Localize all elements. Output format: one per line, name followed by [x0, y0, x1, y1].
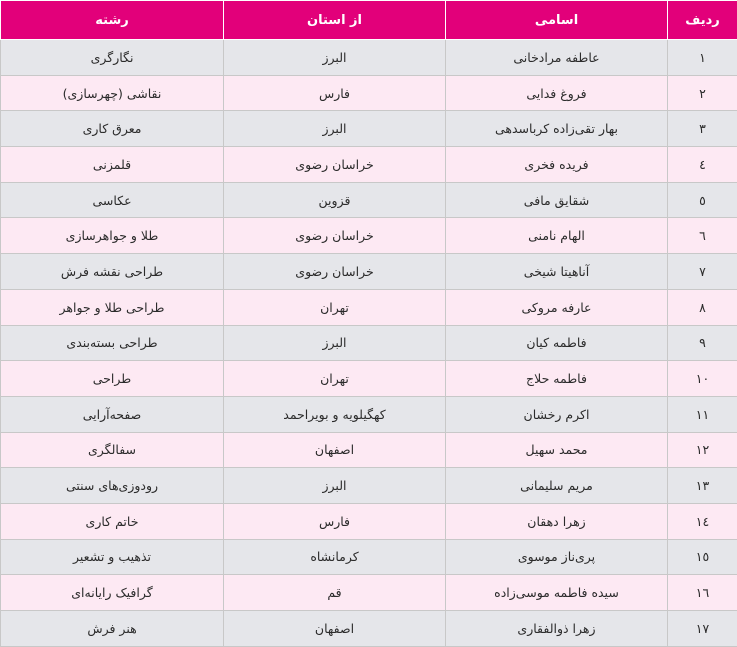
- cell-field: هنر فرش: [1, 611, 224, 647]
- cell-field: تذهیب و تشعیر: [1, 539, 224, 575]
- cell-row-number: ۱۷: [668, 611, 737, 647]
- table-row: [1, 40, 737, 76]
- cell-field: معرق کاری: [1, 111, 224, 147]
- cell-row-number: ۱۲: [668, 432, 737, 468]
- cell-name: فاطمه کیان: [446, 325, 668, 361]
- cell-field: رودوزی‌های سنتی: [1, 468, 224, 504]
- cell-name: الهام نامنی: [446, 218, 668, 254]
- cell-field: نگارگری: [1, 40, 224, 76]
- cell-province: البرز: [224, 325, 446, 361]
- cell-field: طراحی نقشه فرش: [1, 254, 224, 290]
- table-row: [1, 539, 737, 575]
- table-row: [1, 147, 737, 183]
- cell-field: طلا و جواهرسازی: [1, 218, 224, 254]
- cell-field: گرافیک رایانه‌ای: [1, 575, 224, 611]
- cell-name: زهرا دهقان: [446, 503, 668, 539]
- cell-province: کهگیلویه و بویراحمد: [224, 396, 446, 432]
- cell-field: طراحی طلا و جواهر: [1, 289, 224, 325]
- cell-province: اصفهان: [224, 611, 446, 647]
- cell-province: کرمانشاه: [224, 539, 446, 575]
- cell-row-number: ۱٥: [668, 539, 737, 575]
- cell-province: خراسان رضوی: [224, 147, 446, 183]
- table-row: [1, 182, 737, 218]
- cell-province: البرز: [224, 468, 446, 504]
- cell-province: قزوین: [224, 182, 446, 218]
- cell-row-number: ۱۰: [668, 361, 737, 397]
- cell-field: قلمزنی: [1, 147, 224, 183]
- header-row-number: ردیف: [668, 1, 737, 40]
- table-row: [1, 325, 737, 361]
- header-province: از استان: [224, 1, 446, 40]
- cell-row-number: ۳: [668, 111, 737, 147]
- cell-province: خراسان رضوی: [224, 218, 446, 254]
- table-row: [1, 432, 737, 468]
- table-row: [1, 361, 737, 397]
- cell-field: طراحی بسته‌بندی: [1, 325, 224, 361]
- cell-name: فروغ فدایی: [446, 75, 668, 111]
- header-name: اسامی: [446, 1, 668, 40]
- cell-province: فارس: [224, 75, 446, 111]
- cell-name: عارفه مروکی: [446, 289, 668, 325]
- cell-row-number: ۱٤: [668, 503, 737, 539]
- cell-row-number: ۱۱: [668, 396, 737, 432]
- cell-province: اصفهان: [224, 432, 446, 468]
- cell-name: فاطمه حلاج: [446, 361, 668, 397]
- cell-name: فریده فخری: [446, 147, 668, 183]
- cell-province: البرز: [224, 40, 446, 76]
- cell-province: فارس: [224, 503, 446, 539]
- cell-field: نقاشی (چهرسازی): [1, 75, 224, 111]
- cell-field: خاتم کاری: [1, 503, 224, 539]
- cell-row-number: ۲: [668, 75, 737, 111]
- table-row: [1, 254, 737, 290]
- cell-name: مریم سلیمانی: [446, 468, 668, 504]
- table-row: [1, 75, 737, 111]
- table-row: [1, 396, 737, 432]
- cell-row-number: ۷: [668, 254, 737, 290]
- cell-field: طراحی: [1, 361, 224, 397]
- cell-province: البرز: [224, 111, 446, 147]
- cell-name: بهار تقی‌زاده کرباسدهی: [446, 111, 668, 147]
- table-row: [1, 503, 737, 539]
- cell-row-number: ۹: [668, 325, 737, 361]
- cell-row-number: ٦: [668, 218, 737, 254]
- cell-province: خراسان رضوی: [224, 254, 446, 290]
- cell-name: عاطفه مرادخانی: [446, 40, 668, 76]
- cell-field: عکاسی: [1, 182, 224, 218]
- table-header-row: [1, 1, 737, 40]
- cell-row-number: ۸: [668, 289, 737, 325]
- cell-name: شقایق مافی: [446, 182, 668, 218]
- cell-name: آناهیتا شیخی: [446, 254, 668, 290]
- cell-row-number: ۱: [668, 40, 737, 76]
- table-row: [1, 289, 737, 325]
- table-row: [1, 468, 737, 504]
- cell-name: محمد سهیل: [446, 432, 668, 468]
- cell-province: تهران: [224, 361, 446, 397]
- cell-province: تهران: [224, 289, 446, 325]
- table-row: [1, 218, 737, 254]
- cell-row-number: ٤: [668, 147, 737, 183]
- cell-name: پری‌ناز موسوی: [446, 539, 668, 575]
- cell-field: صفحه‌آرایی: [1, 396, 224, 432]
- header-field: رشته: [1, 1, 224, 40]
- cell-row-number: ۱٦: [668, 575, 737, 611]
- cell-field: سفالگری: [1, 432, 224, 468]
- cell-row-number: ٥: [668, 182, 737, 218]
- table-row: [1, 111, 737, 147]
- cell-name: اکرم رخشان: [446, 396, 668, 432]
- table-row: [1, 611, 737, 647]
- cell-province: قم: [224, 575, 446, 611]
- cell-row-number: ۱۳: [668, 468, 737, 504]
- table-row: [1, 575, 737, 611]
- cell-name: سیده فاطمه موسی‌زاده: [446, 575, 668, 611]
- table-body: [1, 40, 737, 647]
- cell-name: زهرا ذوالفقاری: [446, 611, 668, 647]
